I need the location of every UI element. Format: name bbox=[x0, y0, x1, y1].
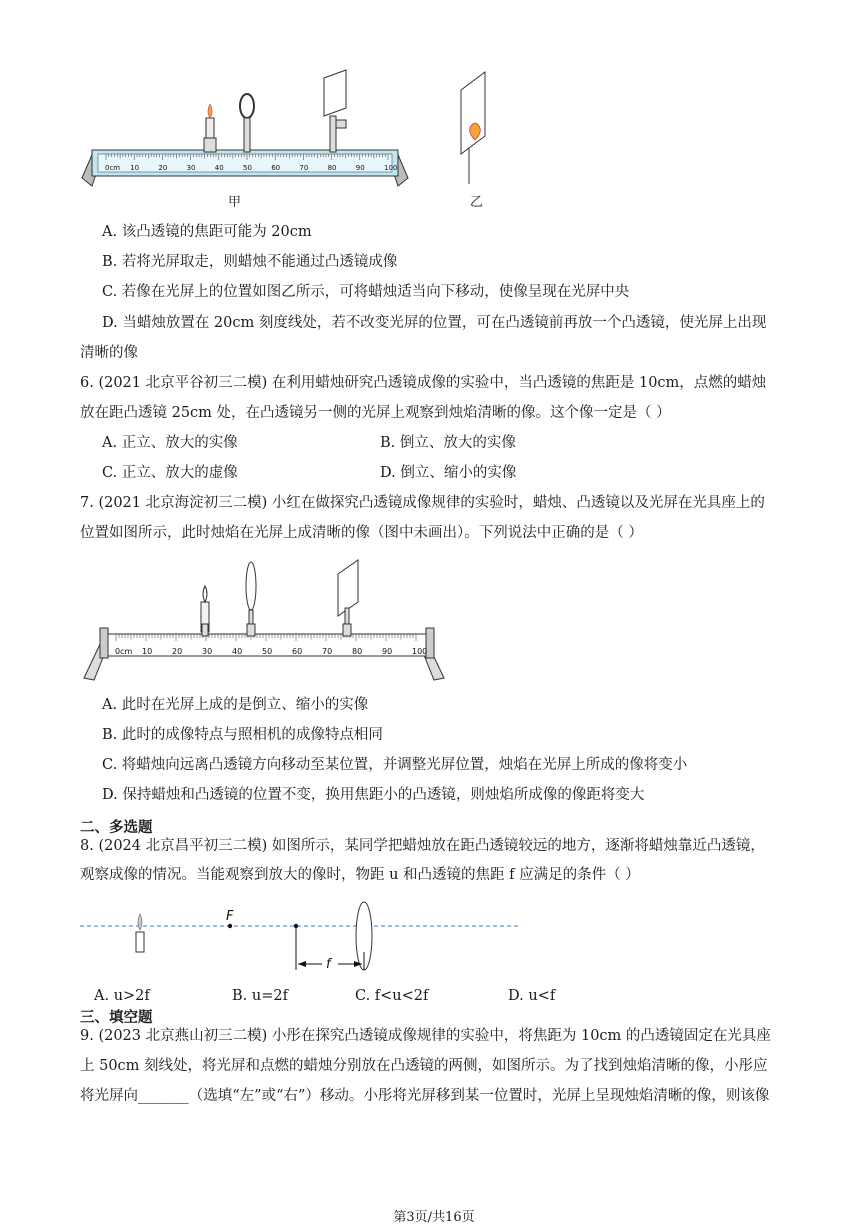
ruler2-tick-label: 100 bbox=[412, 647, 428, 656]
ruler1-tick-label: 80 bbox=[327, 164, 337, 172]
ruler2-tick-label: 0cm bbox=[115, 647, 133, 656]
q6-stem-line2: 放在距凸透镜 25cm 处，在凸透镜另一侧的光屏上观察到烛焰清晰的像。这个像一定是（ ） bbox=[80, 405, 671, 421]
ruler2-tick-label: 70 bbox=[322, 647, 333, 656]
lens-focal-diagram-q8 bbox=[80, 900, 520, 980]
q6-option-d: D. 倒立、缩小的实像 bbox=[380, 465, 517, 481]
ruler1-tick-label: 50 bbox=[243, 164, 252, 172]
ruler2-tick-label: 90 bbox=[382, 647, 393, 656]
q9-stem-line1: 9. (2023 北京燕山初三二模) 小彤在探究凸透镜成像规律的实验中，将焦距为 10cm 的凸透镜固定在光具座 bbox=[80, 1028, 771, 1044]
q5-option-b: B. 若将光屏取走，则蜡烛不能通过凸透镜成像 bbox=[102, 254, 398, 270]
q8-option-a: A. u>2f bbox=[94, 988, 150, 1004]
ruler1-tick-label: 40 bbox=[214, 164, 224, 172]
ruler1-tick-label: 0cm bbox=[105, 164, 121, 172]
optical-bench-figure-q7 bbox=[80, 558, 450, 684]
q8-option-c: C. f<u<2f bbox=[355, 988, 429, 1004]
q6-option-a: A. 正立、放大的实像 bbox=[102, 435, 238, 451]
figure-caption-yi: 乙 bbox=[470, 195, 484, 210]
page-number-footer: 第3页/共16页 bbox=[393, 1210, 475, 1225]
q7-option-a: A. 此时在光屏上成的是倒立、缩小的实像 bbox=[102, 697, 369, 713]
q7-stem-line1: 7. (2021 北京海淀初三二模) 小红在做探究凸透镜成像规律的实验时，蜡烛、凸透镜以及光屏在光具座上的 bbox=[80, 495, 765, 511]
screen-image-figure-yi bbox=[455, 68, 495, 188]
q7-stem-line2: 位置如图所示，此时烛焰在光屏上成清晰的像（图中未画出）。下列说法中正确的是（ ） bbox=[80, 525, 643, 541]
q9-stem-line3: 将光屏向_______（选填“左”或“右”）移动。小彤将光屏移到某一位置时，光屏上呈现烛焰清晰的像，则该像 bbox=[80, 1088, 770, 1104]
q6-option-b: B. 倒立、放大的实像 bbox=[380, 435, 516, 451]
ruler1-tick-label: 100 bbox=[384, 164, 398, 172]
q8-stem-line2: 观察成像的情况。当能观察到放大的像时，物距 u 和凸透镜的焦距 f 应满足的条件（ ） bbox=[80, 867, 640, 883]
q8-option-d: D. u<f bbox=[508, 988, 556, 1004]
section-heading-multi-choice: 二、多选题 bbox=[80, 819, 153, 836]
focal-point-label: F bbox=[226, 909, 234, 924]
q5-option-d: D. 当蜡烛放置在 20cm 刻度线处，若不改变光屏的位置，可在凸透镜前再放一个凸透镜，使光屏上出现 bbox=[102, 315, 767, 331]
focal-length-label: f bbox=[326, 957, 331, 972]
q8-option-b: B. u=2f bbox=[232, 988, 288, 1004]
ruler2-tick-label: 80 bbox=[352, 647, 363, 656]
q6-option-c: C. 正立、放大的虚像 bbox=[102, 465, 238, 481]
ruler2-tick-label: 30 bbox=[202, 647, 213, 656]
q8-stem-line1: 8. (2024 北京昌平初三二模) 如图所示，某同学把蜡烛放在距凸透镜较远的地方，逐渐将蜡烛靠近凸透镜， bbox=[80, 838, 765, 854]
ruler2-tick-label: 20 bbox=[172, 647, 183, 656]
q6-stem-line1: 6. (2021 北京平谷初三二模) 在利用蜡烛研究凸透镜成像的实验中，当凸透镜的焦距是 10cm，点燃的蜡烛 bbox=[80, 375, 767, 391]
ruler2-tick-label: 40 bbox=[232, 647, 243, 656]
ruler2-tick-label: 50 bbox=[262, 647, 273, 656]
q7-option-d: D. 保持蜡烛和凸透镜的位置不变，换用焦距小的凸透镜，则烛焰所成像的像距将变大 bbox=[102, 787, 645, 803]
ruler1-tick-label: 30 bbox=[186, 164, 196, 172]
q9-stem-line2: 上 50cm 刻线处，将光屏和点燃的蜡烛分别放在凸透镜的两侧，如图所示。为了找到烛焰清晰的像，小彤应 bbox=[80, 1058, 768, 1074]
ruler1-tick-label: 20 bbox=[158, 164, 168, 172]
q5-option-d-cont: 清晰的像 bbox=[80, 345, 138, 361]
q7-option-b: B. 此时的成像特点与照相机的成像特点相同 bbox=[102, 727, 383, 743]
ruler1-tick-label: 10 bbox=[130, 164, 140, 172]
ruler2-tick-label: 10 bbox=[142, 647, 153, 656]
ruler2-tick-label: 60 bbox=[292, 647, 303, 656]
section-heading-fill-blank: 三、填空题 bbox=[80, 1009, 153, 1026]
q5-option-a: A. 该凸透镜的焦距可能为 20cm bbox=[102, 224, 312, 240]
q7-option-c: C. 将蜡烛向远离凸透镜方向移动至某位置，并调整光屏位置，烛焰在光屏上所成的像将变小 bbox=[102, 757, 688, 773]
ruler1-tick-label: 60 bbox=[271, 164, 281, 172]
ruler1-tick-label: 70 bbox=[299, 164, 309, 172]
optical-bench-figure-jia bbox=[80, 68, 420, 193]
figure-caption-jia: 甲 bbox=[228, 195, 242, 210]
q5-option-c: C. 若像在光屏上的位置如图乙所示，可将蜡烛适当向下移动，使像呈现在光屏中央 bbox=[102, 284, 630, 300]
ruler1-tick-label: 90 bbox=[355, 164, 365, 172]
